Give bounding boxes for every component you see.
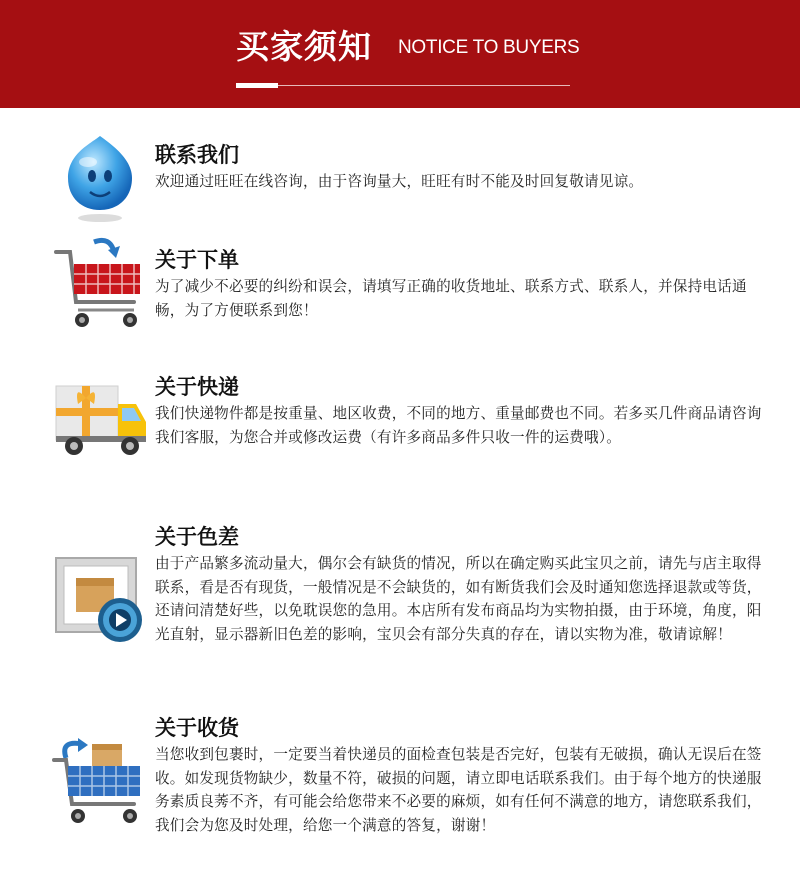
- section-title: 关于色差: [155, 525, 239, 549]
- package-cart-icon: [52, 738, 148, 828]
- wangwang-chat-icon: [62, 132, 138, 224]
- header-accent-bar: [236, 83, 278, 88]
- shopping-cart-icon: [54, 236, 146, 332]
- section-title: 联系我们: [155, 143, 239, 167]
- section-text: 由于产品繁多流动量大，偶尔会有缺货的情况，所以在确定购买此宝贝之前，请先与店主取得联系，看是否有现货，一般情况是不会缺货的，如有断货我们会及时通知您选择退款或等货，还请问清楚好些，以免耽误您的急用。本店所有发布商品均为实物拍摄，由于环境，角度，阳光直射，显示器新旧色差的影响，宝贝会有部分失真的存在，请以实物为准，敬请谅解！: [155, 555, 762, 643]
- section-text: 我们快递物件都是按重量、地区收费，不同的地方、重量邮费也不同。若多买几件商品请咨询我们客服，为您合并或修改运费（有许多商品多件只收一件的运费哦）。: [155, 405, 762, 446]
- section-title: 关于快递: [155, 375, 239, 399]
- section-text: 当您收到包裹时，一定要当着快递员的面检查包装是否完好，包装有无破损，确认无误后在签收。如发现货物缺少，数量不符，破损的问题，请立即电话联系我们。由于每个地方的快递服务素质良莠不齐，有可能会给您带来不必要的麻烦，如有任何不满意的地方，请您联系我们，我们会为您及时处理，给您一个满意的答复，谢谢！: [155, 746, 762, 834]
- header-divider: [236, 85, 570, 86]
- delivery-truck-icon: [52, 378, 148, 460]
- section-text: 欢迎通过旺旺在线咨询，由于咨询量大，旺旺有时不能及时回复敬请见谅。: [155, 173, 644, 190]
- page-title: 买家须知: [236, 27, 372, 66]
- section-title: 关于收货: [155, 716, 239, 740]
- header-banner: [0, 0, 800, 108]
- section-title: 关于下单: [155, 248, 239, 272]
- page-subtitle: NOTICE TO BUYERS: [398, 37, 580, 58]
- section-text: 为了减少不必要的纠纷和误会，请填写正确的收货地址、联系方式、联系人，并保持电话通畅，为了方便联系到您！: [155, 278, 747, 319]
- picture-frame-icon: [54, 554, 148, 646]
